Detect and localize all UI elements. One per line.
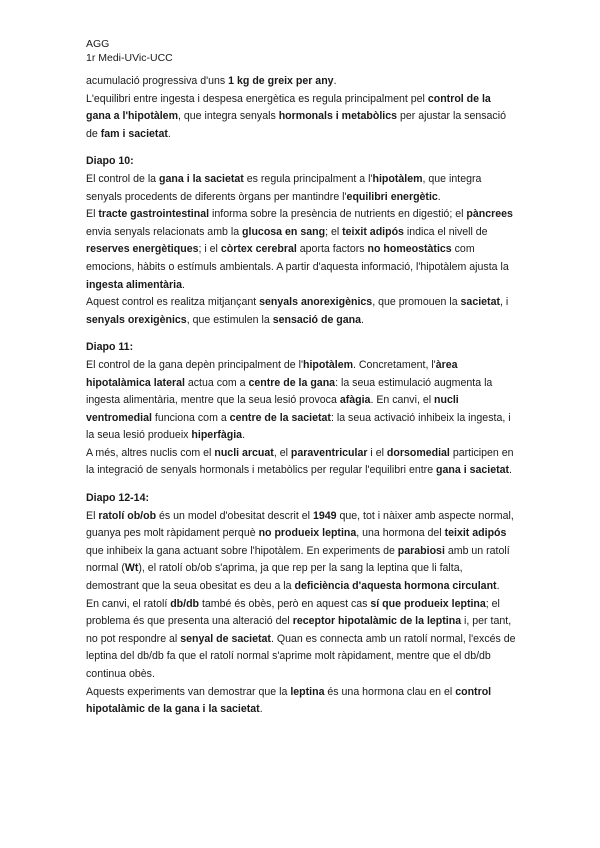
bold-term: paraventricular <box>290 446 368 459</box>
text-run: es regula principalment a l' <box>243 172 373 185</box>
bold-term: glucosa en sang <box>242 225 326 238</box>
text-run: . <box>167 127 171 140</box>
bold-term: nucli ventromedial <box>86 394 459 424</box>
bold-term: receptor hipotalàmic de la leptina <box>292 615 462 628</box>
text-run: actua com a <box>184 376 249 389</box>
text-run: : la seua estimulació augmenta la ingesta alimentària, mentre que la seua lesió provoca <box>86 376 493 407</box>
diapo-11-paragraph-1 <box>86 357 516 445</box>
bold-term: sí que produeix leptina <box>370 597 486 610</box>
text-run: ; el <box>325 225 343 238</box>
diapo-10-paragraph-3 <box>86 294 516 329</box>
text-run: és un model d'obesitat descrit el <box>156 509 313 522</box>
text-run: acumulació progressiva d'uns <box>86 75 229 87</box>
bold-term: senyals anorexigènics <box>259 296 373 309</box>
text-run: que inhibeix la gana actuant sobre l'hipotàlem. En experiments de <box>86 544 398 557</box>
text-run: ; i el <box>198 243 221 256</box>
bold-term: nucli arcuat <box>214 446 274 459</box>
bold-term: còrtex cerebral <box>220 243 297 256</box>
bold-term: 1949 <box>312 509 337 522</box>
bold-term: equilibri energètic <box>346 190 438 203</box>
section-title-diapo-12-14: Diapo 12-14: <box>86 492 149 505</box>
text-run: Aquest control es realitza mitjançant <box>86 296 260 309</box>
bold-term: sensació de gana <box>272 313 362 326</box>
page-header <box>86 38 173 65</box>
bold-term: hiperfàgia <box>191 429 243 442</box>
bold-term: hipotàlem <box>302 358 354 371</box>
text-run: . Quan es connecta amb un ratolí normal, l'excés de leptina del db/db fa que el ratolí normal s'aprime molt ràpidament, mentre que el db/db continua obès. <box>86 632 516 680</box>
bold-term: deficiència d'aquesta hormona circulant <box>294 580 497 593</box>
text-run: Aquests experiments van demostrar que la <box>86 685 291 698</box>
bold-term: teixit adipós <box>444 527 507 540</box>
text-run: , que estimulen la <box>186 313 273 326</box>
text-run: , que integra senyals procedents de diferents òrgans per mantindre l' <box>86 172 482 203</box>
text-run: El control de la <box>86 172 160 185</box>
text-run: . <box>181 278 185 291</box>
text-run: , el <box>273 446 291 459</box>
bold-term: afàgia <box>339 394 371 407</box>
diapo-12-14-paragraph-2 <box>86 596 516 684</box>
bold-term: centre de la sacietat <box>229 411 331 424</box>
bold-term: centre de la gana <box>248 376 336 389</box>
bold-term: sacietat <box>460 296 500 309</box>
text-run: participen en la integració de senyals hormonals i metabòlics per regular l'equilibri entre <box>86 446 514 477</box>
text-run: que, tot i nàixer amb aspecte normal, guanya pes molt ràpidament perquè <box>86 509 514 540</box>
text-run: aporta factors <box>296 243 368 256</box>
bold-term: pàncrees <box>466 208 513 221</box>
bold-term: Wt <box>124 562 139 575</box>
text-run: . <box>496 580 500 593</box>
text-run: En canvi, el ratolí <box>86 597 171 610</box>
bold-term: hormonals i metabòlics <box>278 110 398 123</box>
bold-term: control hipotalàmic de la gana i la sacietat <box>86 685 492 716</box>
diapo-11-paragraph-2 <box>86 445 516 480</box>
intro-paragraph-2 <box>86 91 516 144</box>
text-run: El <box>86 509 99 522</box>
text-run: informa sobre la presència de nutrients en digestió; el <box>209 208 467 221</box>
text-run: . <box>242 429 246 442</box>
header-course: 1r Medi-UVic-UCC <box>86 51 173 64</box>
bold-term: db/db <box>170 597 200 610</box>
bold-term: gana i la sacietat <box>159 172 244 185</box>
bold-term: teixit adipós <box>342 225 404 238</box>
bold-term: 1 kg de greix per any <box>228 75 334 87</box>
text-run: , una hormona del <box>356 527 445 540</box>
diapo-12-14-paragraph-3 <box>86 684 516 719</box>
text-run: El <box>86 208 99 221</box>
text-run: . <box>259 703 263 716</box>
intro-paragraph-1 <box>86 73 516 91</box>
section-title-diapo-11: Diapo 11: <box>86 341 134 354</box>
text-run: ), el ratolí ob/ob s'aprima, ja que rep per la sang la leptina que li falta, demostrant que la seua obesitat es deu a la <box>86 562 463 593</box>
text-run: : la seua activació inhibeix la ingesta, i la seua lesió produeix <box>86 411 511 442</box>
text-run: funciona com a <box>151 411 230 424</box>
bold-term: no produeix leptina <box>258 527 357 540</box>
bold-term: gana i sacietat <box>436 464 510 477</box>
diapo-10-paragraph-2 <box>86 206 516 294</box>
text-run: , i <box>500 296 509 309</box>
text-run: envia senyals relacionats amb la <box>86 225 243 238</box>
diapo-12-14-paragraph-1 <box>86 508 516 596</box>
header-author: AGG <box>86 38 110 50</box>
bold-term: senyal de sacietat <box>180 632 271 645</box>
bold-term: ingesta alimentària <box>86 278 182 291</box>
text-run: , que promouen la <box>372 296 461 309</box>
diapo-10-paragraph-1 <box>86 171 516 206</box>
section-title-diapo-10: Diapo 10: <box>86 155 134 168</box>
text-run: . Concretament, l' <box>353 358 436 371</box>
bold-term: senyals orexigènics <box>86 313 187 326</box>
text-run: . En canvi, el <box>370 394 435 407</box>
text-run: amb un ratolí normal ( <box>86 544 510 575</box>
text-run: , que integra senyals <box>178 110 279 123</box>
bold-term: reserves energètiques <box>86 243 199 256</box>
bold-term: fam i sacietat <box>100 127 168 140</box>
text-run: . <box>509 464 512 477</box>
text-run: també és obès, però en aquest cas <box>199 597 371 610</box>
bold-term: hipotàlem <box>372 172 423 185</box>
bold-term: dorsomedial <box>386 446 450 459</box>
bold-term: no homeostàtics <box>367 243 452 256</box>
text-run: El control de la gana depèn principalment de l' <box>86 358 303 371</box>
text-run: i, per tant, no pot respondre al <box>86 615 512 645</box>
document-body <box>86 73 516 719</box>
bold-term: tracte gastrointestinal <box>98 208 210 221</box>
text-run: . <box>437 190 441 203</box>
text-run: . <box>333 75 337 87</box>
text-run: i el <box>367 446 387 459</box>
text-run: L'equilibri entre ingesta i despesa energètica es regula principalment pel <box>86 92 428 105</box>
bold-term: parabiosi <box>397 544 445 557</box>
text-run: ; el problema és que presenta una alteració del <box>86 597 500 628</box>
bold-term: ratolí ob/ob <box>98 509 157 522</box>
bold-term: leptina <box>290 685 325 698</box>
text-run: és una hormona clau en el <box>324 685 456 698</box>
bold-term: control de la gana a l'hipotàlem <box>86 92 491 123</box>
text-run: com emocions, hàbits o estímuls ambientals. A partir d'aquesta informació, l'hipotàlem ajusta la <box>86 243 509 273</box>
text-run: . <box>361 313 364 326</box>
text-run: per ajustar la sensació de <box>86 110 506 140</box>
text-run: A més, altres nuclis com el <box>86 446 215 459</box>
bold-term: àrea hipotalàmica lateral <box>86 358 458 389</box>
text-run: indica el nivell de <box>403 225 488 238</box>
